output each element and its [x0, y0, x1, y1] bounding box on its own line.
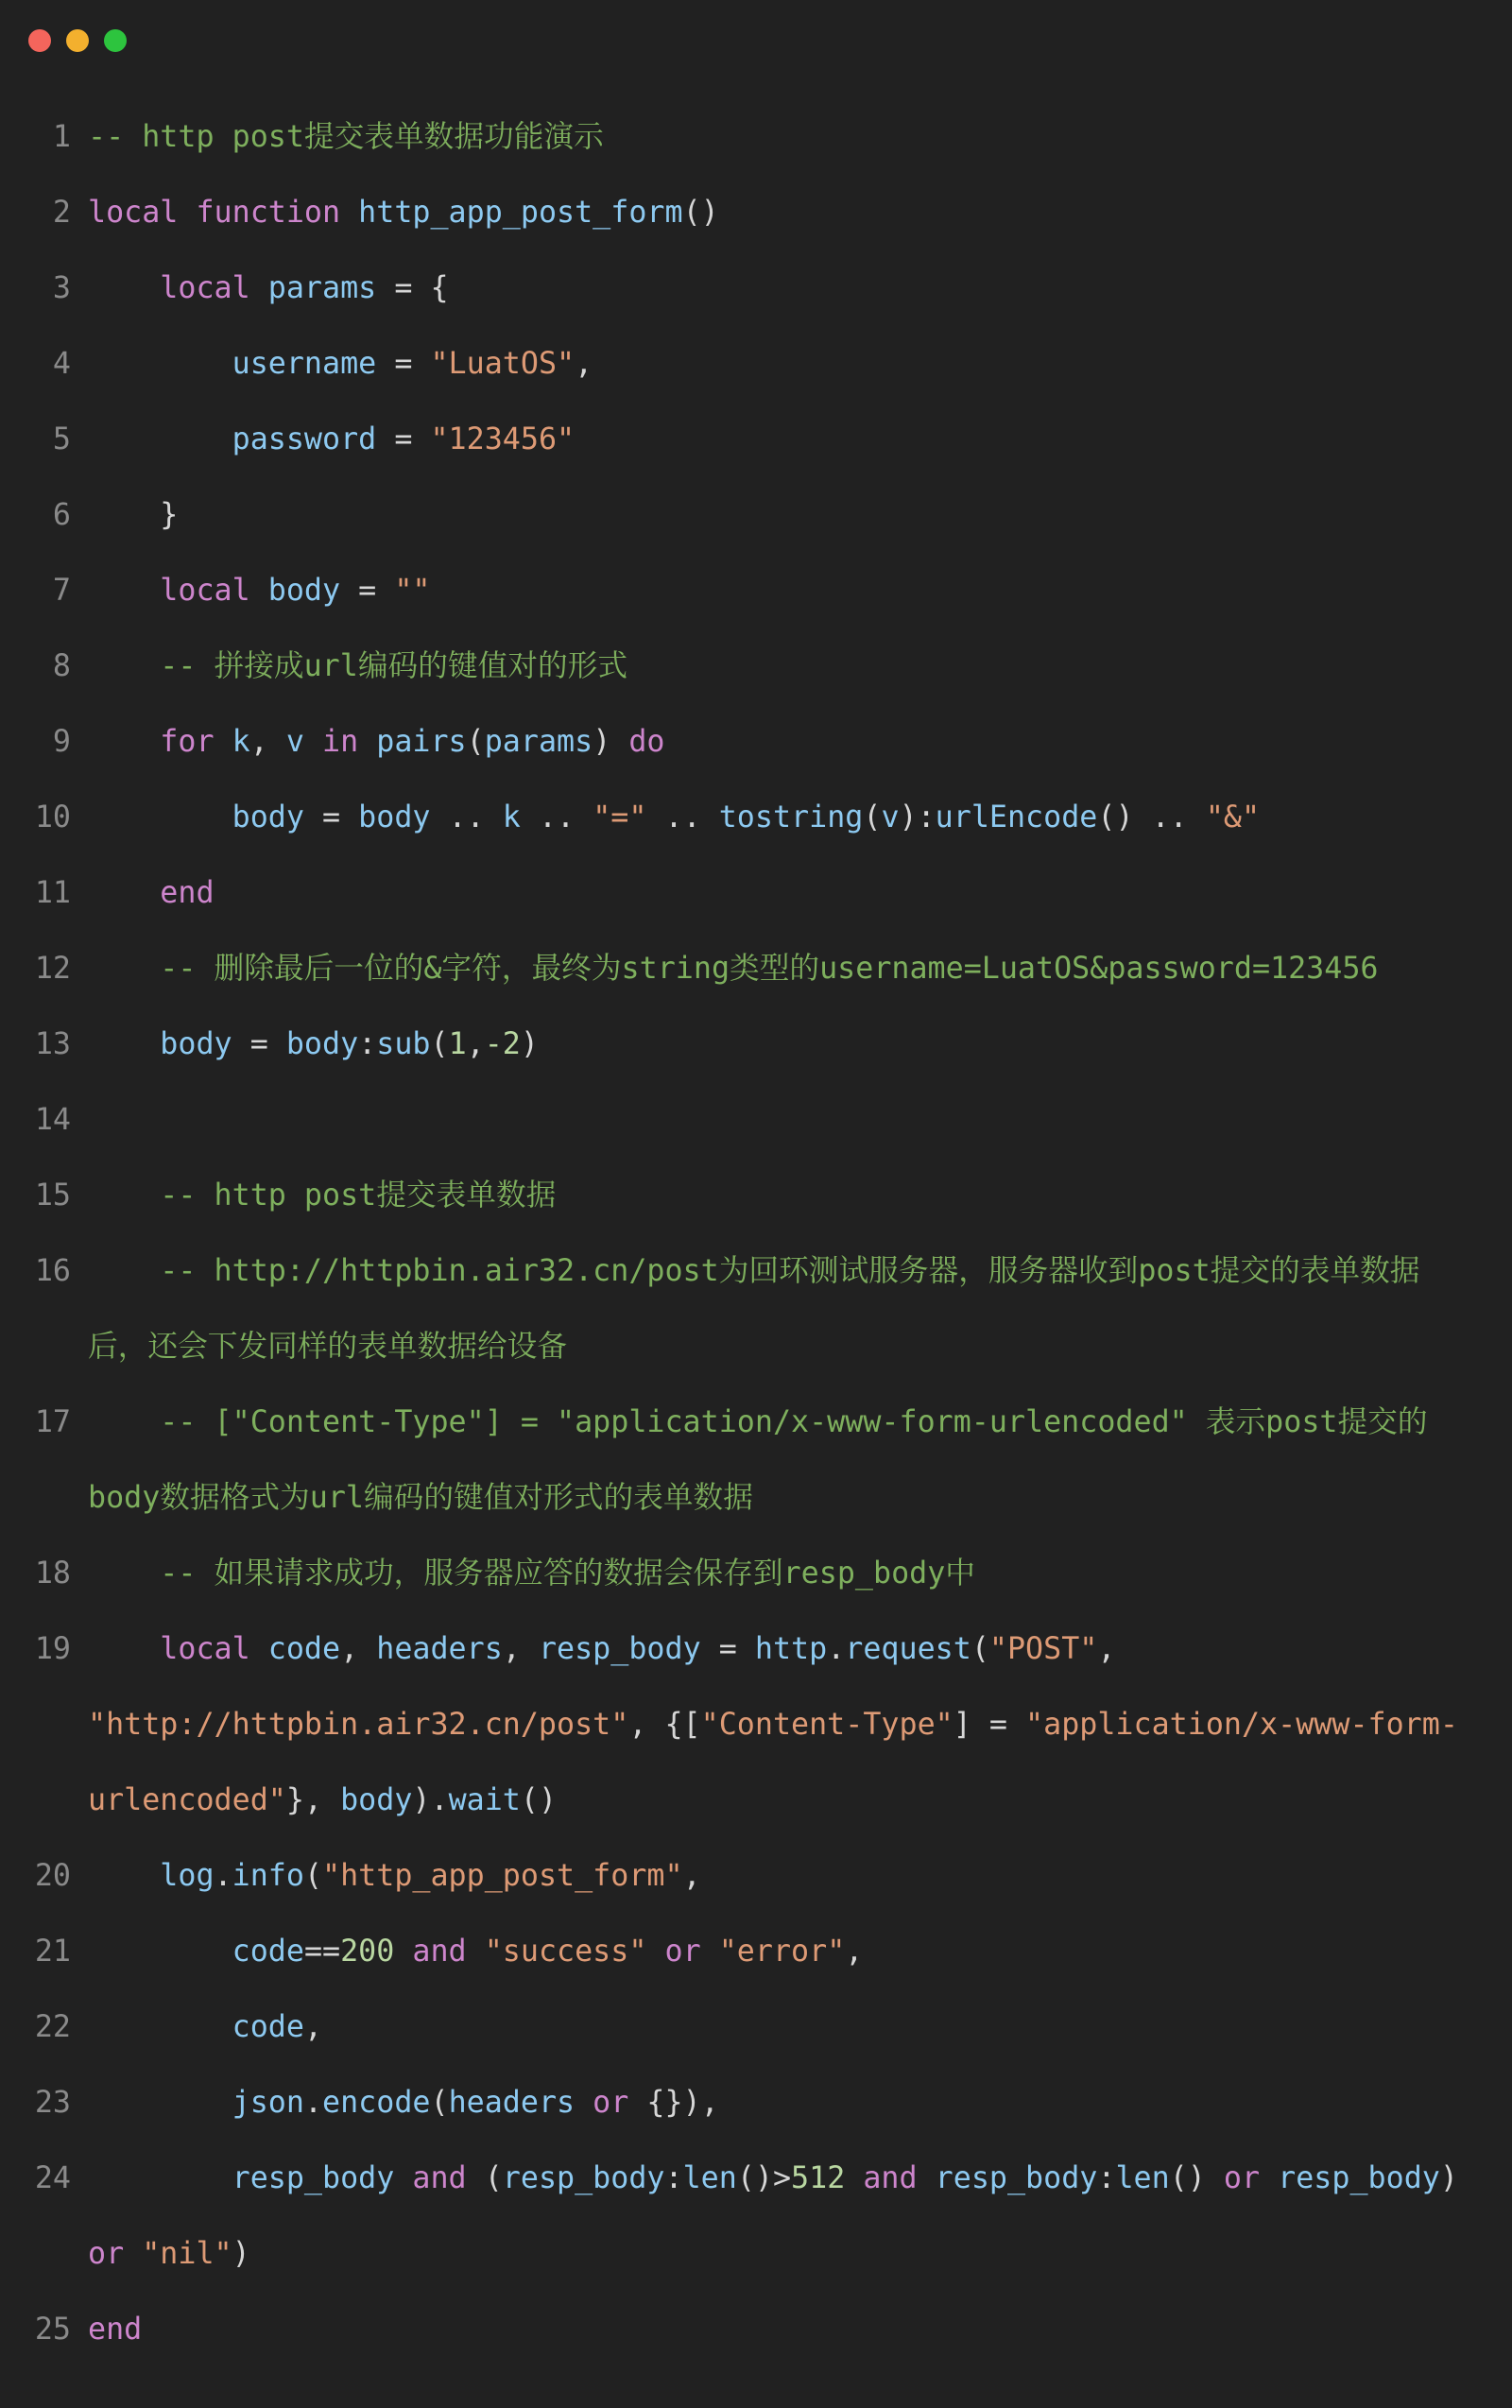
token-keyword: local: [88, 574, 268, 608]
code-line: [0, 2065, 1512, 2141]
token-ident: info: [232, 1859, 304, 1893]
token-keyword: or: [646, 1935, 719, 1969]
token-punct: =: [376, 347, 431, 381]
token-punct: ..: [646, 800, 719, 834]
token-punct: ): [593, 725, 629, 759]
code-text: [88, 704, 665, 780]
token-string: "=": [593, 800, 647, 834]
token-string: "Content-Type": [700, 1708, 954, 1742]
token-keyword: for: [88, 725, 232, 759]
token-punct: {}),: [646, 2086, 719, 2120]
minimize-button[interactable]: [66, 29, 89, 52]
token-ident: v: [881, 800, 900, 834]
token-ident: resp_body: [502, 2161, 665, 2195]
token-ident: http: [754, 1632, 828, 1666]
token-punct: .: [303, 2086, 323, 2120]
token-punct: ,: [1097, 1632, 1116, 1666]
code-line: [0, 855, 1512, 931]
line-number: 7: [52, 574, 71, 608]
line-number: 16: [34, 1254, 71, 1288]
token-punct: ,: [249, 725, 286, 759]
code-line: [0, 175, 1512, 250]
code-line: [0, 553, 1512, 628]
code-text: [88, 780, 1260, 855]
code-text: [88, 1309, 567, 1385]
code-text: [88, 1763, 557, 1838]
code-line: [0, 99, 1512, 175]
code-line: [0, 1536, 1512, 1611]
token-punct: :: [664, 2161, 683, 2195]
token-comment: body数据格式为url编码的键值对形式的表单数据: [88, 1481, 753, 1515]
token-punct: (: [466, 725, 485, 759]
token-punct: ): [232, 2237, 250, 2271]
code-text: [88, 1687, 1458, 1763]
line-number: [0, 1763, 71, 1838]
token-ident: resp_body: [88, 2161, 395, 2195]
code-text: [88, 1233, 1419, 1309]
token-ident: request: [845, 1632, 971, 1666]
code-line: [0, 931, 1512, 1006]
line-number: 18: [34, 1557, 71, 1591]
token-keyword: in: [303, 725, 377, 759]
token-string: "123456": [430, 422, 576, 456]
token-ident: v: [285, 725, 304, 759]
token-comment: -- 拼接成url编码的键值对的形式: [88, 649, 628, 683]
token-ident: password: [88, 422, 377, 456]
code-text: [88, 99, 604, 175]
token-punct: :: [358, 1027, 377, 1061]
code-text: [88, 1006, 539, 1082]
line-number: 22: [34, 2010, 71, 2044]
token-keyword: local: [88, 1632, 268, 1666]
code-text: [88, 1611, 1115, 1687]
token-keyword: or: [575, 2086, 647, 2120]
code-line-wrap: [0, 2216, 1512, 2292]
code-line-wrap: [0, 1460, 1512, 1536]
token-punct: (: [863, 800, 882, 834]
token-punct: ): [1439, 2161, 1458, 2195]
token-punct: (: [430, 2086, 449, 2120]
line-number: 13: [34, 1027, 71, 1061]
code-line: [0, 1233, 1512, 1309]
token-punct: ).: [412, 1783, 449, 1817]
code-line-wrap: [0, 1309, 1512, 1385]
token-punct: =: [232, 1027, 286, 1061]
token-punct: (: [971, 1632, 989, 1666]
code-line: [0, 1082, 1512, 1158]
line-number: 24: [34, 2161, 71, 2195]
line-number: 20: [34, 1859, 71, 1893]
token-punct: ,: [502, 1632, 539, 1666]
token-punct: = {: [376, 271, 449, 305]
code-line: [0, 628, 1512, 704]
token-ident: urlEncode: [935, 800, 1098, 834]
token-punct: },: [285, 1783, 341, 1817]
token-ident: resp_body: [935, 2161, 1098, 2195]
token-ident: len: [682, 2161, 737, 2195]
token-punct: :: [1097, 2161, 1116, 2195]
token-ident: json: [88, 2086, 304, 2120]
token-string: urlencoded": [88, 1783, 286, 1817]
code-line-wrap: [0, 1687, 1512, 1763]
token-comment: -- http://httpbin.air32.cn/post为回环测试服务器，服务器收到post提交的表单数据: [88, 1254, 1420, 1288]
code-line: [0, 402, 1512, 477]
token-keyword: end: [88, 2313, 143, 2347]
token-ident: wait: [448, 1783, 521, 1817]
token-number: 512: [791, 2161, 846, 2195]
token-punct: (): [520, 1783, 558, 1817]
token-punct: ()>: [736, 2161, 792, 2195]
line-number: 8: [52, 649, 71, 683]
code-line: [0, 326, 1512, 402]
token-comment: -- 如果请求成功，服务器应答的数据会保存到resp_body中: [88, 1557, 975, 1591]
token-ident: pairs: [376, 725, 467, 759]
token-string: "application/x-www-form-: [1025, 1708, 1458, 1742]
close-button[interactable]: [28, 29, 51, 52]
code-block: [0, 99, 1512, 2367]
token-ident: len: [1115, 2161, 1170, 2195]
code-text: [88, 477, 178, 553]
code-line: [0, 1006, 1512, 1082]
line-number: 14: [34, 1103, 71, 1137]
token-punct: ,: [845, 1935, 864, 1969]
token-ident: log: [88, 1859, 215, 1893]
code-text: [88, 628, 627, 704]
code-text: [88, 326, 593, 402]
token-ident: code: [88, 2010, 304, 2044]
token-punct: ..: [520, 800, 593, 834]
code-line: [0, 780, 1512, 855]
token-ident: username: [88, 347, 377, 381]
token-ident: body: [285, 1027, 359, 1061]
code-text: [88, 855, 215, 931]
token-punct: ] =: [953, 1708, 1026, 1742]
token-keyword: or: [88, 2237, 143, 2271]
token-ident: http_app_post_form: [358, 196, 683, 230]
line-number: 11: [34, 876, 71, 910]
token-string: "http_app_post_form": [322, 1859, 683, 1893]
code-text: [88, 2141, 1458, 2216]
line-number: 5: [52, 422, 71, 456]
token-ident: body: [358, 800, 431, 834]
token-punct: =: [700, 1632, 755, 1666]
token-comment: -- http post提交表单数据: [88, 1178, 557, 1213]
token-ident: tostring: [718, 800, 864, 834]
code-text: [88, 553, 430, 628]
token-keyword: local: [88, 271, 268, 305]
token-string: "LuatOS": [430, 347, 576, 381]
code-line: [0, 2141, 1512, 2216]
token-punct: ,: [303, 2010, 323, 2044]
token-punct: .: [214, 1859, 232, 1893]
token-string: "&": [1205, 800, 1261, 834]
token-string: "nil": [142, 2237, 232, 2271]
code-line: [0, 1989, 1512, 2065]
token-ident: headers: [448, 2086, 576, 2120]
token-ident: encode: [322, 2086, 431, 2120]
code-text: [88, 2065, 719, 2141]
line-number: 10: [34, 800, 71, 834]
token-keyword: and: [845, 2161, 936, 2195]
line-number: [0, 2216, 71, 2292]
token-punct: () ..: [1097, 800, 1206, 834]
token-ident: sub: [376, 1027, 431, 1061]
token-ident: headers: [376, 1632, 503, 1666]
token-keyword: and: [394, 2161, 485, 2195]
token-punct: (: [303, 1859, 323, 1893]
token-ident: params: [267, 271, 377, 305]
token-punct: , {[: [628, 1708, 701, 1742]
zoom-button[interactable]: [104, 29, 127, 52]
token-keyword: and: [394, 1935, 485, 1969]
token-ident: resp_body: [538, 1632, 701, 1666]
line-number: 1: [52, 120, 71, 154]
line-number: 12: [34, 952, 71, 986]
code-line: [0, 1914, 1512, 1989]
line-number: 21: [34, 1935, 71, 1969]
code-line: [0, 1611, 1512, 1687]
code-text: [88, 402, 575, 477]
token-ident: k: [232, 725, 250, 759]
token-punct: =: [303, 800, 359, 834]
token-comment: -- ["Content-Type"] = "application/x-www-form-urlencoded" 表示post提交的: [88, 1405, 1428, 1439]
line-number: 3: [52, 271, 71, 305]
token-punct: ):: [899, 800, 936, 834]
code-line: [0, 1158, 1512, 1233]
token-keyword: do: [628, 725, 665, 759]
code-text: [88, 931, 1379, 1006]
code-text: [88, 1158, 556, 1233]
token-ident: code: [88, 1935, 304, 1969]
window-controls: [28, 29, 127, 52]
line-number: 19: [34, 1632, 71, 1666]
token-keyword: end: [88, 876, 215, 910]
token-ident: code: [267, 1632, 341, 1666]
token-ident: body: [88, 800, 304, 834]
token-number: 1: [448, 1027, 467, 1061]
token-punct: ..: [430, 800, 503, 834]
token-punct: ,: [682, 1859, 701, 1893]
code-text: [88, 1460, 753, 1536]
code-text: [88, 1838, 701, 1914]
code-text: [88, 1536, 975, 1611]
token-string: "success": [484, 1935, 647, 1969]
token-string: "": [394, 574, 431, 608]
token-string: "POST": [988, 1632, 1098, 1666]
token-string: "http://httpbin.air32.cn/post": [88, 1708, 629, 1742]
token-string: "error": [718, 1935, 846, 1969]
line-number: [0, 1460, 71, 1536]
token-number: -2: [484, 1027, 521, 1061]
token-ident: params: [484, 725, 593, 759]
code-line: [0, 2292, 1512, 2367]
token-punct: ,: [575, 347, 593, 381]
code-text: [88, 250, 449, 326]
code-text: [88, 1989, 322, 2065]
token-punct: ,: [340, 1632, 377, 1666]
token-comment: -- 删除最后一位的&字符，最终为string类型的username=LuatOS&password=123456: [88, 952, 1379, 986]
token-ident: body: [88, 1027, 232, 1061]
code-text: [88, 175, 719, 250]
token-punct: ==: [303, 1935, 341, 1969]
token-keyword: or: [1205, 2161, 1279, 2195]
token-punct: ,: [466, 1027, 485, 1061]
token-punct: .: [827, 1632, 846, 1666]
token-comment: -- http post提交表单数据功能演示: [88, 120, 604, 154]
code-line: [0, 704, 1512, 780]
code-line: [0, 1838, 1512, 1914]
line-number: 17: [34, 1405, 71, 1439]
token-punct: (: [484, 2161, 503, 2195]
line-number: 2: [52, 196, 71, 230]
token-punct: (): [1169, 2161, 1206, 2195]
token-number: 200: [340, 1935, 395, 1969]
line-number: 9: [52, 725, 71, 759]
token-comment: 后，还会下发同样的表单数据给设备: [88, 1330, 567, 1364]
line-number: 25: [34, 2313, 71, 2347]
code-line-wrap: [0, 1763, 1512, 1838]
code-line: [0, 250, 1512, 326]
code-text: [88, 2216, 250, 2292]
token-punct: }: [88, 498, 179, 532]
code-line: [0, 477, 1512, 553]
line-number: 4: [52, 347, 71, 381]
line-number: 15: [34, 1178, 71, 1213]
token-punct: =: [376, 422, 431, 456]
token-punct: =: [340, 574, 395, 608]
token-ident: body: [267, 574, 341, 608]
token-punct: (): [682, 196, 719, 230]
line-number: 23: [34, 2086, 71, 2120]
line-number: [0, 1309, 71, 1385]
token-punct: (: [430, 1027, 449, 1061]
line-number: 6: [52, 498, 71, 532]
code-text: [88, 1914, 863, 1989]
code-text: [88, 2292, 142, 2367]
token-ident: resp_body: [1278, 2161, 1440, 2195]
token-punct: ): [520, 1027, 539, 1061]
line-number: [0, 1687, 71, 1763]
token-ident: k: [502, 800, 521, 834]
code-line: [0, 1385, 1512, 1460]
token-keyword: local function: [88, 196, 359, 230]
token-ident: body: [340, 1783, 413, 1817]
code-text: [88, 1385, 1428, 1460]
